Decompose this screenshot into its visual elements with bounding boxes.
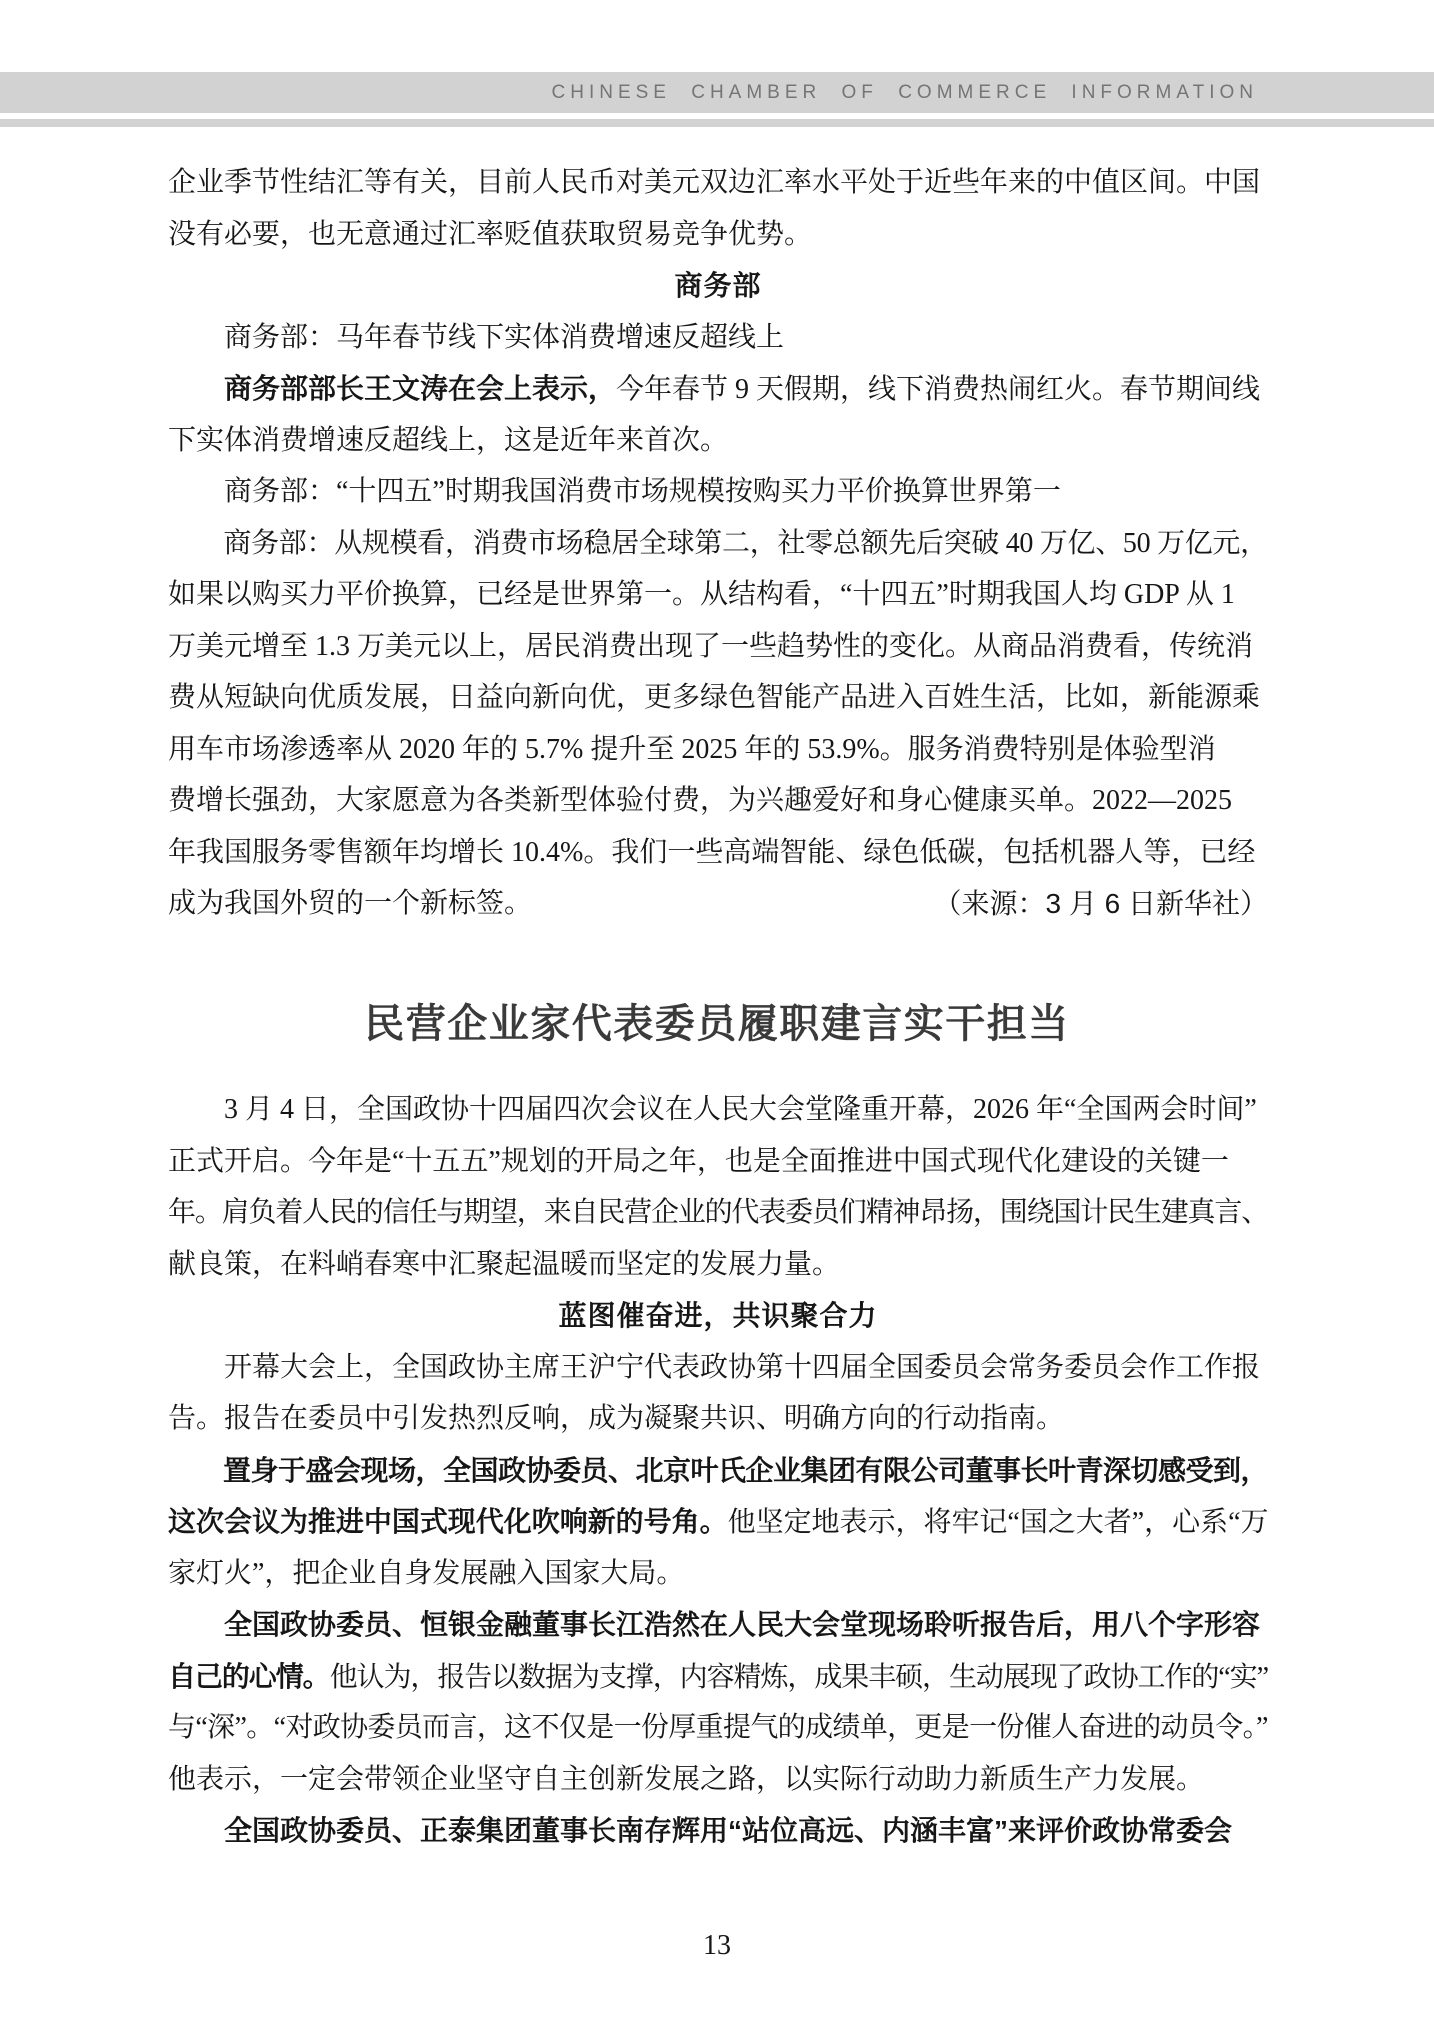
header-banner-text: CHINESE CHAMBER OF COMMERCE INFORMATION xyxy=(551,81,1258,103)
bold-text-run: 商务部 xyxy=(674,270,762,301)
text-run: 告。报告在委员中引发热烈反响，成为凝聚共识、明确方向的行动指南。 xyxy=(168,1403,1065,1434)
text-run: 商务部：“十四五”时期我国消费市场规模按购买力平价换算世界第一 xyxy=(168,476,1061,507)
text-line xyxy=(168,1651,1268,1703)
text-line xyxy=(168,363,1268,415)
text-run: 商务部：从规模看，消费市场稳居全球第二，社零总额先后突破 40 万亿、50 万亿元， xyxy=(168,527,1268,559)
text-run: 年。肩负着人民的信任与期望，来自民营企业的代表委员们精神昂扬，围绕国计民生建真言、 xyxy=(168,1197,1269,1228)
text-run xyxy=(168,1456,223,1487)
text-run xyxy=(168,1610,224,1641)
text-line xyxy=(168,1342,1268,1394)
text-run: 正式开启。今年是“十五五”规划的开局之年，也是全面推进中国式现代化建设的关键一 xyxy=(168,1145,1229,1177)
text-run: 他表示，一定会带领企业坚守自主创新发展之路，以实际行动助力新质生产力发展。 xyxy=(168,1763,1205,1795)
bold-text-run: 商务部部长王文涛在会上表示， xyxy=(224,373,617,404)
text-line xyxy=(168,775,1268,827)
text-run: 费增长强劲，大家愿意为各类新型体验付费，为兴趣爱好和身心健康买单。2022—2025 xyxy=(168,785,1233,816)
bold-text-run: 全国政协委员、正泰集团董事长南存辉用“站位高远、内涵丰富”来评价政协常委会 xyxy=(224,1815,1233,1846)
source-attribution: （来源：3 月 6 日新华社） xyxy=(933,888,1268,919)
text-line xyxy=(168,1548,1268,1600)
text-run: 3 月 4 日，全国政协十四届四次会议在人民大会堂隆重开幕，2026 年“全国两会时间” xyxy=(168,1094,1257,1125)
text-line xyxy=(168,518,1268,570)
text-run: 商务部：马年春节线下实体消费增速反超线上 xyxy=(168,321,785,353)
page-number: 13 xyxy=(703,1930,731,1961)
section-ministry-of-commerce xyxy=(168,157,1268,930)
text-run: 没有必要，也无意通过汇率贬值获取贸易竞争优势。 xyxy=(168,218,813,250)
bold-text-run: 蓝图催奋进，共识聚合力 xyxy=(558,1300,878,1331)
text-run: 费从短缺向优质发展，日益向新向优，更多绿色智能产品进入百姓生活，比如，新能源乘 xyxy=(168,682,1261,713)
text-run: 年我国服务零售额年均增长 10.4%。我们一些高端智能、绿色低碳，包括机器人等，已经 xyxy=(168,836,1256,868)
section-subheading xyxy=(168,260,1268,312)
text-line xyxy=(168,1599,1268,1651)
text-line xyxy=(168,1702,1268,1754)
text-line xyxy=(168,209,1268,261)
text-run: 他坚定地表示，将牢记“国之大者”，心系“万 xyxy=(727,1507,1269,1538)
text-line xyxy=(168,157,1268,209)
text-line xyxy=(168,1805,1268,1857)
text-run: 与“深”。“对政协委员而言，这不仅是一份厚重提气的成绩单，更是一份催人奋进的动员令。” xyxy=(168,1712,1268,1743)
text-run: 开幕大会上，全国政协主席王沪宁代表政协第十四届全国委员会常务委员会作工作报 xyxy=(168,1351,1261,1383)
text-line xyxy=(168,827,1268,879)
text-line xyxy=(168,312,1268,364)
article-title: 民营企业家代表委员履职建言实干担当 xyxy=(364,1002,1070,1046)
text-line xyxy=(168,415,1268,467)
text-line xyxy=(168,466,1268,518)
text-run: 成为我国外贸的一个新标签。 xyxy=(168,888,533,919)
bold-text-run: 这次会议为推进中国式现代化吹响新的号角。 xyxy=(168,1506,728,1537)
text-run xyxy=(168,1816,224,1847)
text-run: 他认为，报告以数据为支撑，内容精炼，成果丰硕，生动展现了政协工作的“实” xyxy=(329,1661,1268,1693)
text-run: 下实体消费增速反超线上，这是近年来首次。 xyxy=(168,424,729,456)
section-subheading xyxy=(168,1290,1268,1342)
section-article-body xyxy=(168,1084,1268,1857)
header-band-thin xyxy=(0,119,1434,127)
text-run: 万美元增至 1.3 万美元以上，居民消费出现了一些趋势性的变化。从商品消费看，传统消 xyxy=(168,630,1254,662)
text-line xyxy=(168,1393,1268,1445)
bold-text-run: 全国政协委员、恒银金融董事长江浩然在人民大会堂现场聆听报告后，用八个字形容 xyxy=(224,1609,1261,1640)
text-line xyxy=(168,1084,1268,1136)
text-run: 如果以购买力平价换算，已经是世界第一。从结构看，“十四五”时期我国人均 GDP 从 1 xyxy=(168,579,1235,610)
text-line xyxy=(168,1445,1268,1497)
text-run: 献良策，在料峭春寒中汇聚起温暖而坚定的发展力量。 xyxy=(168,1248,841,1280)
text-line xyxy=(168,621,1268,673)
text-line xyxy=(168,724,1268,776)
bold-text-run: 自己的心情。 xyxy=(168,1660,330,1692)
text-line xyxy=(168,878,1268,930)
text-line xyxy=(168,1136,1268,1188)
text-line xyxy=(168,569,1268,621)
text-run: 用车市场渗透率从 2020 年的 5.7% 提升至 2025 年的 53.9%。服务消费特别是体验型消 xyxy=(168,733,1216,765)
bold-text-run: 置身于盛会现场，全国政协委员、北京叶氏企业集团有限公司董事长叶青深切感受到， xyxy=(223,1454,1269,1486)
text-line xyxy=(168,672,1268,724)
text-line xyxy=(168,1187,1268,1239)
text-run xyxy=(168,374,224,405)
text-line xyxy=(168,1496,1268,1548)
text-run: 企业季节性结汇等有关，目前人民币对美元双边汇率水平处于近些年来的中值区间。中国 xyxy=(168,167,1261,198)
text-run: 今年春节 9 天假期，线下消费热闹红火。春节期间线 xyxy=(616,374,1261,405)
header-band xyxy=(0,72,1434,113)
text-line xyxy=(168,1239,1268,1291)
text-line xyxy=(168,1754,1268,1806)
text-run: 家灯火”，把企业自身发展融入国家大局。 xyxy=(168,1557,685,1589)
